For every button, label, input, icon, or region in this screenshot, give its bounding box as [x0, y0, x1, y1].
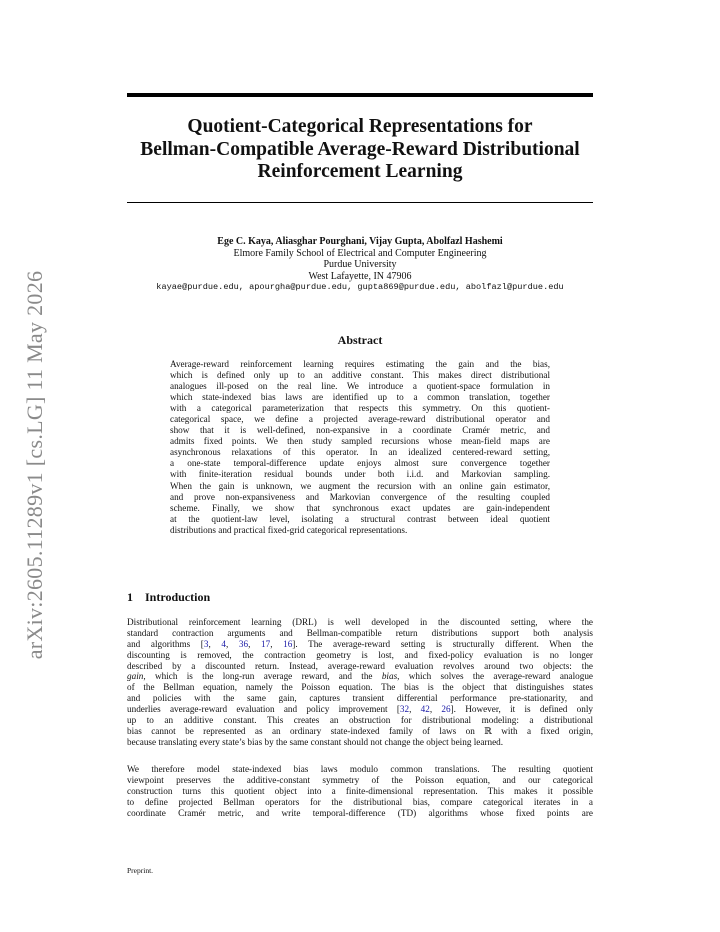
title-line-2: Bellman-Compatible Average-Reward Distributional	[140, 138, 580, 160]
citation-link[interactable]: 32	[399, 704, 410, 715]
section-heading-introduction	[127, 590, 210, 605]
citation-link[interactable]: 42	[420, 704, 430, 715]
paragraph-line: standard contraction arguments and Bellman-compatible return distributions support both analysis	[127, 627, 593, 638]
abstract-line: show that it is well-defined, non-expansive in a coordinate Cramér metric, and	[170, 425, 550, 436]
text-run: ]. The average-reward setting is structurally different. When the	[292, 638, 594, 649]
intro-paragraph-1	[127, 617, 593, 748]
affiliation-school: Elmore Family School of Electrical and Computer Engineering	[233, 247, 487, 259]
abstract-line: analogues ill-posed on the real line. We introduce a quotient-space formulation in	[170, 381, 550, 392]
abstract-line: When the gain is unknown, we augment the recursion with an online gain estimator,	[170, 480, 550, 491]
paragraph-line: to define projected Bellman operators for the distributional bias, compare categorical iterates in a	[127, 796, 593, 807]
abstract-line: scheme. Finally, we show that synchronous exact updates are gain-independent	[170, 502, 550, 513]
intro-paragraph-2	[127, 764, 593, 818]
paragraph-line: We therefore model state-indexed bias laws modulo common translations. The resulting quotient	[127, 764, 593, 774]
abstract-heading: Abstract	[337, 333, 383, 347]
abstract-line: Average-reward reinforcement learning requires estimating the gain and the bias,	[170, 359, 550, 369]
paragraph-line	[127, 671, 593, 682]
title-line-3: Reinforcement Learning	[257, 161, 463, 182]
preprint-footer: Preprint.	[127, 866, 154, 875]
text-run: , which solves the average-reward analogue	[397, 671, 593, 682]
paragraph-line: coordinate Cramér metric, and write temporal-difference (TD) algorithms whose fixed points are	[127, 807, 593, 818]
abstract-line: which is defined only up to an additive constant. This makes direct distributional	[170, 370, 550, 381]
paragraph-line: and algorithms [3, 4, 36, 17, 16]. The average-reward setting is structurally different. When the	[127, 638, 594, 649]
text-run: ]. However, it is defined only	[450, 704, 593, 715]
abstract-line: with finite-iteration residual bounds under both i.i.d. and Markovian sampling.	[170, 469, 550, 480]
paragraph-line: up to an additive constant. This creates an obstruction for distributional modeling: a distributional	[127, 715, 593, 726]
author-names: Ege C. Kaya, Aliasghar Pourghani, Vijay Gupta, Abolfazl Hashemi	[217, 236, 503, 247]
arxiv-identifier: arXiv:2605.11289v1 [cs.LG] 11 May 2026	[22, 270, 47, 660]
abstract-line: categorical space, we define a projected average-reward distributional operator and	[170, 414, 550, 425]
citation-link[interactable]: 16	[283, 638, 293, 649]
affiliation-university: Purdue University	[323, 259, 397, 270]
abstract-line: a one-state temporal-difference update enjoys almost sure convergence together	[170, 458, 550, 469]
paragraph-line: viewpoint preserves the additive-constant symmetry of the Poisson equation, and our categorical	[127, 774, 593, 785]
citation-link[interactable]: 3	[203, 638, 209, 649]
section-number: 1	[127, 590, 133, 604]
author-emails: kayae@purdue.edu, apourgha@purdue.edu, gupta869@purdue.edu, abolfazl@purdue.edu	[156, 282, 564, 292]
paragraph-line: construction turns this quotient object into a finite-dimensional representation. This makes it possible	[127, 785, 593, 796]
abstract-line: which state-indexed bias laws are identified up to a common translation, together	[170, 392, 550, 403]
paragraph-line: because translating every state’s bias by the same constant should not change the object being learned.	[127, 736, 504, 747]
section-title: Introduction	[145, 590, 211, 604]
paragraph-line: bias cannot be represented as an ordinary state-indexed family of laws on ℝ with a fixed origin,	[127, 725, 593, 736]
text-run: underlies average-reward evaluation and policy improvement [	[127, 704, 400, 715]
citation-link[interactable]: 17	[261, 638, 271, 649]
paper-title	[110, 116, 610, 184]
author-block	[100, 236, 620, 294]
title-line-1: Quotient-Categorical Representations for	[187, 116, 533, 137]
title-top-rule	[127, 93, 593, 97]
emphasis-bias: bias	[381, 671, 398, 682]
abstract-line: with a categorical parameterization that respects this symmetry. On this quotient-	[170, 403, 550, 414]
paragraph-line: Distributional reinforcement learning (DRL) is well developed in the discounted setting, where the	[127, 617, 593, 627]
paragraph-line: underlies average-reward evaluation and policy improvement [32, 42, 26]. However, it is defined only	[127, 704, 593, 715]
text-run: and algorithms [	[127, 638, 204, 649]
abstract-body	[170, 359, 550, 536]
abstract-line: at the quotient-law level, isolating a structural contrast between ideal quotient	[170, 513, 550, 524]
abstract-line: distributions and practical fixed-grid categorical representations.	[170, 524, 408, 535]
title-bottom-rule	[127, 202, 593, 203]
emphasis-gain: gain	[127, 671, 144, 682]
citation-link[interactable]: 26	[441, 704, 451, 715]
paragraph-line: and policies with the same gain, captures transient differential performance pre-stationarity, and	[127, 693, 593, 704]
affiliation-address: West Lafayette, IN 47906	[308, 270, 412, 282]
text-run: , which is the long-run average reward, and the	[143, 671, 382, 682]
abstract-line: and prove non-expansiveness and Markovian convergence of the resulting coupled	[170, 491, 550, 502]
citation-link[interactable]: 36	[238, 638, 249, 649]
abstract-line: asynchronous relaxations of this operator. In an idealized centered-reward setting,	[170, 447, 550, 458]
paragraph-line: of the Bellman equation, namely the Poisson equation. The bias is the object that distinguishes states	[127, 682, 593, 693]
paragraph-line: discounting is removed, the contraction geometry is lost, and fixed-policy evaluation is no longer	[127, 649, 593, 660]
paragraph-line: described by a discounted return. Instead, average-reward evaluation revolves around two objects: the	[127, 660, 593, 671]
citation-link[interactable]: 4	[221, 638, 226, 649]
abstract-line: admits fixed points. We then study sampled recursions whose mean-field maps are	[170, 436, 550, 447]
